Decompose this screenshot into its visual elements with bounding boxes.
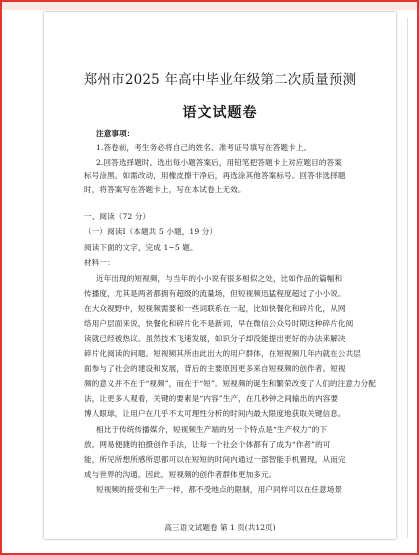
top-bar: [2, 2, 417, 10]
passage-line: 频的意义并不在于“视频”，而在于“短”。短视频的诞生和繁荣改变了人们的注意力分配: [84, 379, 377, 388]
passage-line: 络用户层面来说，快餐化和碎片化不是新词，早在微信公众号时期这种碎片化阅: [84, 319, 354, 328]
passage-line: 在大众视野中，短视频需要和一些词联系在一起，比如快餐化和碎片化，从网: [84, 304, 346, 313]
scrollbar-track[interactable]: [407, 18, 408, 538]
passage-line: 碎片化阅读的问题。短视频其所由此出大的用户群体，在短视频几年内就在公共层: [84, 349, 361, 358]
passage-line: 面参与了社会的建设和发展，背后的主要原因更多来自短视频的创作者。短视: [84, 364, 346, 373]
document-page: [44, 12, 396, 539]
passage-line: 能，所见所想所感所思都可以在短短的时间内通过一部智能手机置现，从而完: [84, 455, 346, 464]
passage-line: 成与世界的沟通。因此，短视频的创作者群体更加多元。: [84, 470, 277, 479]
page-footer: 高三语文试题卷 第 1 页(共12页): [164, 523, 276, 532]
passage-line: 放。网易便捷的拍摄创作手法，让每一个社会个体都有了成为“作者”的可: [84, 440, 331, 449]
notice-item: 标号涂黑。如需改动，用橡皮擦干净后，再选涂其他答案标号。回答非选择题: [84, 171, 346, 180]
subsection-heading: （一）阅读Ⅰ（本题共 5 小题，19 分）: [84, 227, 218, 236]
notice-item: 时，将答案写在答题卡上，写在本试卷上无效。: [84, 185, 246, 194]
instruction-text: 阅读下面的文字，完成 1~5 题。: [84, 243, 198, 252]
notice-item: 1.答卷前，考生务必将自己的姓名、准考证号填写在答题卡上。: [96, 143, 312, 152]
section-heading: 一、阅读（72 分）: [84, 212, 151, 221]
subject-title: 语文试题卷: [182, 105, 258, 121]
passage-line: 博人眼球，让用户在几乎不太可理性分析的时间内最大限度地获取关键信息。: [84, 409, 346, 418]
passage-line: 传播度，尤其是两者都拥有超级的流量场，但短视频迅猛程度超过了小小说。: [84, 289, 346, 298]
passage-line: 相比于传统传播媒介，短视频生产端的另一个特点是“生产权力”的下: [96, 425, 328, 434]
notice-item: 2.回答选择题时，选出每小题答案后，用铅笔把答题卡上对应题目的答案: [96, 158, 342, 167]
passage-line: 读就已经被热议。虽然技术飞速发展，如识分子却没能提出更好的办法来解决: [84, 334, 346, 343]
passage-line: 法，让更多人观看，关键的要素是“内容”生产，在几秒钟之间输出的内容要: [84, 394, 339, 403]
passage-line: 短视频的接受和生产一样，都不受地点的限制，用户同样可以在任意场景: [96, 485, 343, 494]
notice-heading: 注意事项：: [96, 129, 135, 138]
exam-title: 郑州市2025 年高中毕业年级第二次质量预测: [83, 72, 357, 88]
material-label: 材料一：: [84, 258, 115, 267]
passage-line: 近年出现的短视频，与当年的小小说有很多相似之处，比如作品的篇幅和: [96, 274, 343, 283]
